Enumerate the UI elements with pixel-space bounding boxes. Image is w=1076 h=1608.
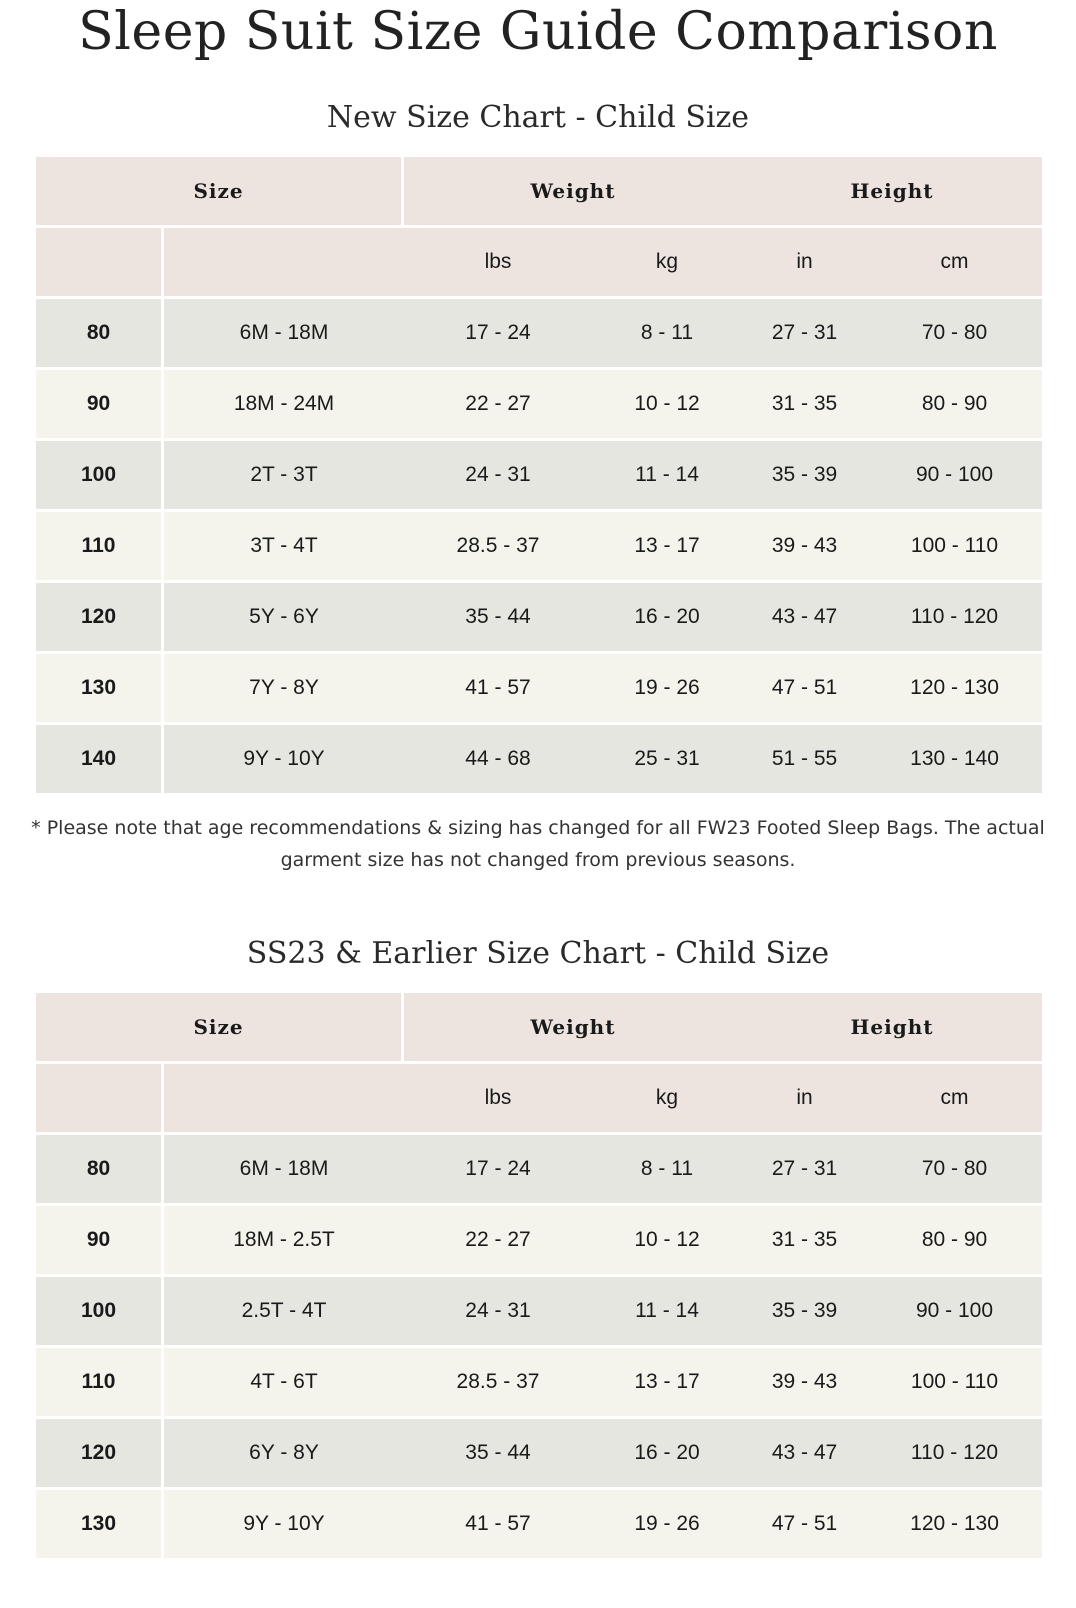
table-row <box>36 370 1042 441</box>
table-row <box>36 725 1042 796</box>
cell-age: 2T - 3T <box>164 441 404 512</box>
cell-age: 3T - 4T <box>164 512 404 583</box>
cell-kg: 11 - 14 <box>592 441 742 512</box>
unit-kg: kg <box>592 228 742 299</box>
ss23-chart-title: SS23 & Earlier Size Chart - Child Size <box>246 936 830 971</box>
table-row <box>36 1490 1042 1561</box>
table-row <box>36 1135 1042 1206</box>
unit-in: in <box>742 1064 867 1135</box>
cell-lbs: 41 - 57 <box>404 1490 592 1561</box>
cell-age: 6M - 18M <box>164 1135 404 1206</box>
cell-cm: 100 - 110 <box>867 512 1042 583</box>
cell-age: 6Y - 8Y <box>164 1419 404 1490</box>
cell-size: 130 <box>36 654 164 725</box>
unit-lbs: lbs <box>404 228 592 299</box>
unit-blank-age <box>164 228 404 299</box>
table-row <box>36 299 1042 370</box>
cell-kg: 19 - 26 <box>592 1490 742 1561</box>
cell-cm: 90 - 100 <box>867 1277 1042 1348</box>
cell-size: 120 <box>36 1419 164 1490</box>
cell-cm: 80 - 90 <box>867 1206 1042 1277</box>
cell-in: 27 - 31 <box>742 299 867 370</box>
cell-cm: 70 - 80 <box>867 299 1042 370</box>
cell-size: 100 <box>36 441 164 512</box>
sizing-change-note: * Please note that age recommendations & sizing has changed for all FW23 Footed Sleep Bags. The actual garment size has not changed from previous seasons. <box>31 817 1045 871</box>
cell-kg: 8 - 11 <box>592 1135 742 1206</box>
cell-age: 2.5T - 4T <box>164 1277 404 1348</box>
unit-kg: kg <box>592 1064 742 1135</box>
table-row <box>36 441 1042 512</box>
cell-lbs: 28.5 - 37 <box>404 512 592 583</box>
cell-kg: 25 - 31 <box>592 725 742 796</box>
cell-age: 18M - 2.5T <box>164 1206 404 1277</box>
header-weight: Weight <box>404 157 742 228</box>
cell-lbs: 35 - 44 <box>404 583 592 654</box>
table-row <box>36 512 1042 583</box>
unit-cm: cm <box>867 1064 1042 1135</box>
cell-lbs: 35 - 44 <box>404 1419 592 1490</box>
table-row <box>36 1206 1042 1277</box>
cell-in: 39 - 43 <box>742 512 867 583</box>
cell-cm: 130 - 140 <box>867 725 1042 796</box>
table-row <box>36 583 1042 654</box>
unit-lbs: lbs <box>404 1064 592 1135</box>
cell-age: 5Y - 6Y <box>164 583 404 654</box>
cell-kg: 13 - 17 <box>592 512 742 583</box>
cell-age: 9Y - 10Y <box>164 725 404 796</box>
cell-size: 90 <box>36 1206 164 1277</box>
header-height: Height <box>742 157 1042 228</box>
cell-size: 110 <box>36 512 164 583</box>
cell-in: 43 - 47 <box>742 583 867 654</box>
cell-size: 80 <box>36 1135 164 1206</box>
header-height: Height <box>742 993 1042 1064</box>
cell-in: 39 - 43 <box>742 1348 867 1419</box>
unit-blank-age <box>164 1064 404 1135</box>
cell-cm: 80 - 90 <box>867 370 1042 441</box>
cell-in: 47 - 51 <box>742 654 867 725</box>
cell-kg: 16 - 20 <box>592 583 742 654</box>
cell-in: 35 - 39 <box>742 441 867 512</box>
cell-lbs: 28.5 - 37 <box>404 1348 592 1419</box>
cell-cm: 110 - 120 <box>867 583 1042 654</box>
cell-size: 90 <box>36 370 164 441</box>
cell-kg: 11 - 14 <box>592 1277 742 1348</box>
cell-age: 7Y - 8Y <box>164 654 404 725</box>
header-size: Size <box>36 993 404 1064</box>
unit-blank-size <box>36 228 164 299</box>
unit-blank-size <box>36 1064 164 1135</box>
cell-size: 120 <box>36 583 164 654</box>
cell-lbs: 17 - 24 <box>404 1135 592 1206</box>
cell-lbs: 41 - 57 <box>404 654 592 725</box>
cell-size: 110 <box>36 1348 164 1419</box>
cell-age: 4T - 6T <box>164 1348 404 1419</box>
cell-lbs: 24 - 31 <box>404 1277 592 1348</box>
cell-lbs: 44 - 68 <box>404 725 592 796</box>
table-row <box>36 654 1042 725</box>
cell-in: 31 - 35 <box>742 370 867 441</box>
page-title: Sleep Suit Size Guide Comparison <box>78 2 998 62</box>
header-size: Size <box>36 157 404 228</box>
cell-in: 51 - 55 <box>742 725 867 796</box>
cell-kg: 10 - 12 <box>592 370 742 441</box>
unit-cm: cm <box>867 228 1042 299</box>
cell-in: 35 - 39 <box>742 1277 867 1348</box>
group-header-row <box>36 157 1042 228</box>
cell-kg: 16 - 20 <box>592 1419 742 1490</box>
cell-size: 80 <box>36 299 164 370</box>
cell-size: 130 <box>36 1490 164 1561</box>
unit-header-row <box>36 228 1042 299</box>
cell-cm: 120 - 130 <box>867 654 1042 725</box>
cell-cm: 110 - 120 <box>867 1419 1042 1490</box>
table-row <box>36 1277 1042 1348</box>
cell-in: 31 - 35 <box>742 1206 867 1277</box>
cell-lbs: 22 - 27 <box>404 370 592 441</box>
cell-in: 27 - 31 <box>742 1135 867 1206</box>
cell-age: 18M - 24M <box>164 370 404 441</box>
cell-lbs: 17 - 24 <box>404 299 592 370</box>
cell-kg: 13 - 17 <box>592 1348 742 1419</box>
cell-age: 9Y - 10Y <box>164 1490 404 1561</box>
cell-in: 47 - 51 <box>742 1490 867 1561</box>
cell-cm: 70 - 80 <box>867 1135 1042 1206</box>
new-chart-title: New Size Chart - Child Size <box>326 100 750 135</box>
group-header-row <box>36 993 1042 1064</box>
unit-header-row <box>36 1064 1042 1135</box>
cell-cm: 120 - 130 <box>867 1490 1042 1561</box>
new-size-chart-table <box>36 157 1042 796</box>
ss23-size-chart-table <box>36 993 1042 1561</box>
header-weight: Weight <box>404 993 742 1064</box>
cell-kg: 10 - 12 <box>592 1206 742 1277</box>
cell-cm: 90 - 100 <box>867 441 1042 512</box>
cell-in: 43 - 47 <box>742 1419 867 1490</box>
cell-size: 140 <box>36 725 164 796</box>
cell-cm: 100 - 110 <box>867 1348 1042 1419</box>
table-row <box>36 1419 1042 1490</box>
unit-in: in <box>742 228 867 299</box>
cell-kg: 19 - 26 <box>592 654 742 725</box>
cell-lbs: 22 - 27 <box>404 1206 592 1277</box>
cell-kg: 8 - 11 <box>592 299 742 370</box>
cell-age: 6M - 18M <box>164 299 404 370</box>
table-row <box>36 1348 1042 1419</box>
cell-size: 100 <box>36 1277 164 1348</box>
cell-lbs: 24 - 31 <box>404 441 592 512</box>
